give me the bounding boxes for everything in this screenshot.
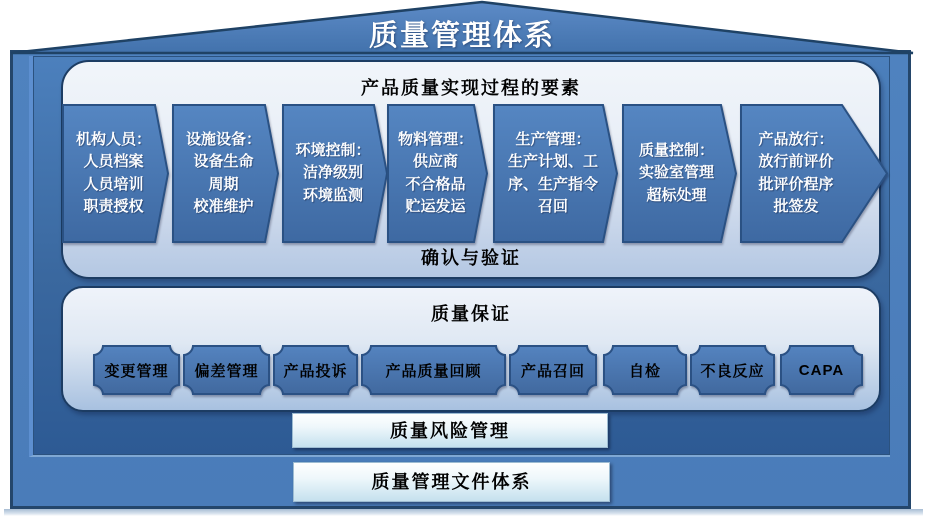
- diagram-title: 质量管理体系: [368, 20, 555, 52]
- ground-shadow: [4, 509, 923, 516]
- process-arrow-7: [740, 104, 888, 243]
- process-panel-title: 产品质量实现过程的要素: [361, 78, 581, 98]
- process-arrow-label: 机构人员： 人员档案 人员培训 职责授权: [75, 130, 151, 215]
- qa-plaque-label: 不良反应: [700, 362, 765, 380]
- process-arrow-4: [387, 104, 488, 243]
- process-arrow-6: [622, 104, 737, 243]
- qa-plaque-label: 偏差管理: [194, 362, 259, 380]
- qa-plaque-7: [690, 345, 775, 395]
- qa-plaque-label: 产品召回: [520, 362, 585, 380]
- qa-plaque-1: [93, 345, 180, 395]
- process-arrow-label: 物料管理： 供应商 不合格品 贮运发运: [397, 130, 473, 215]
- qa-plaque-8: [780, 345, 863, 395]
- process-arrow-label: 生产管理： 生产计划、工 序、生产指令 召回: [507, 130, 598, 215]
- process-arrow-label: 设施设备： 设备生命 周期 校准维护: [185, 130, 261, 215]
- qa-plaque-6: [603, 345, 687, 395]
- qa-plaque-3: [273, 345, 358, 395]
- qa-plaque-5: [509, 345, 597, 395]
- process-arrow-label: 环境控制： 洁净级别 环境监测: [295, 141, 371, 204]
- qa-plaque-label: 自检: [628, 362, 661, 380]
- qa-plaque-label: 变更管理: [104, 362, 169, 380]
- document-system-bar: 质量管理文件体系: [293, 462, 610, 502]
- process-arrow-label: 产品放行： 放行前评价 批评价程序 批签发: [758, 130, 834, 215]
- process-arrow-3: [282, 104, 388, 243]
- qa-panel-title: 质量保证: [431, 304, 511, 324]
- process-arrow-1: [62, 104, 169, 243]
- qa-plaque-2: [183, 345, 270, 395]
- process-arrow-label: 质量控制： 实验室管理 超标处理: [638, 141, 714, 204]
- risk-management-bar: 质量风险管理: [292, 413, 608, 448]
- process-arrow-2: [172, 104, 279, 243]
- qa-plaque-4: [361, 345, 506, 395]
- qa-plaque-label: 产品质量回顾: [385, 362, 482, 380]
- process-arrow-5: [493, 104, 618, 243]
- qa-plaque-label: CAPA: [798, 361, 845, 379]
- verification-label: 确认与验证: [421, 248, 521, 268]
- qa-plaque-label: 产品投诉: [283, 362, 348, 380]
